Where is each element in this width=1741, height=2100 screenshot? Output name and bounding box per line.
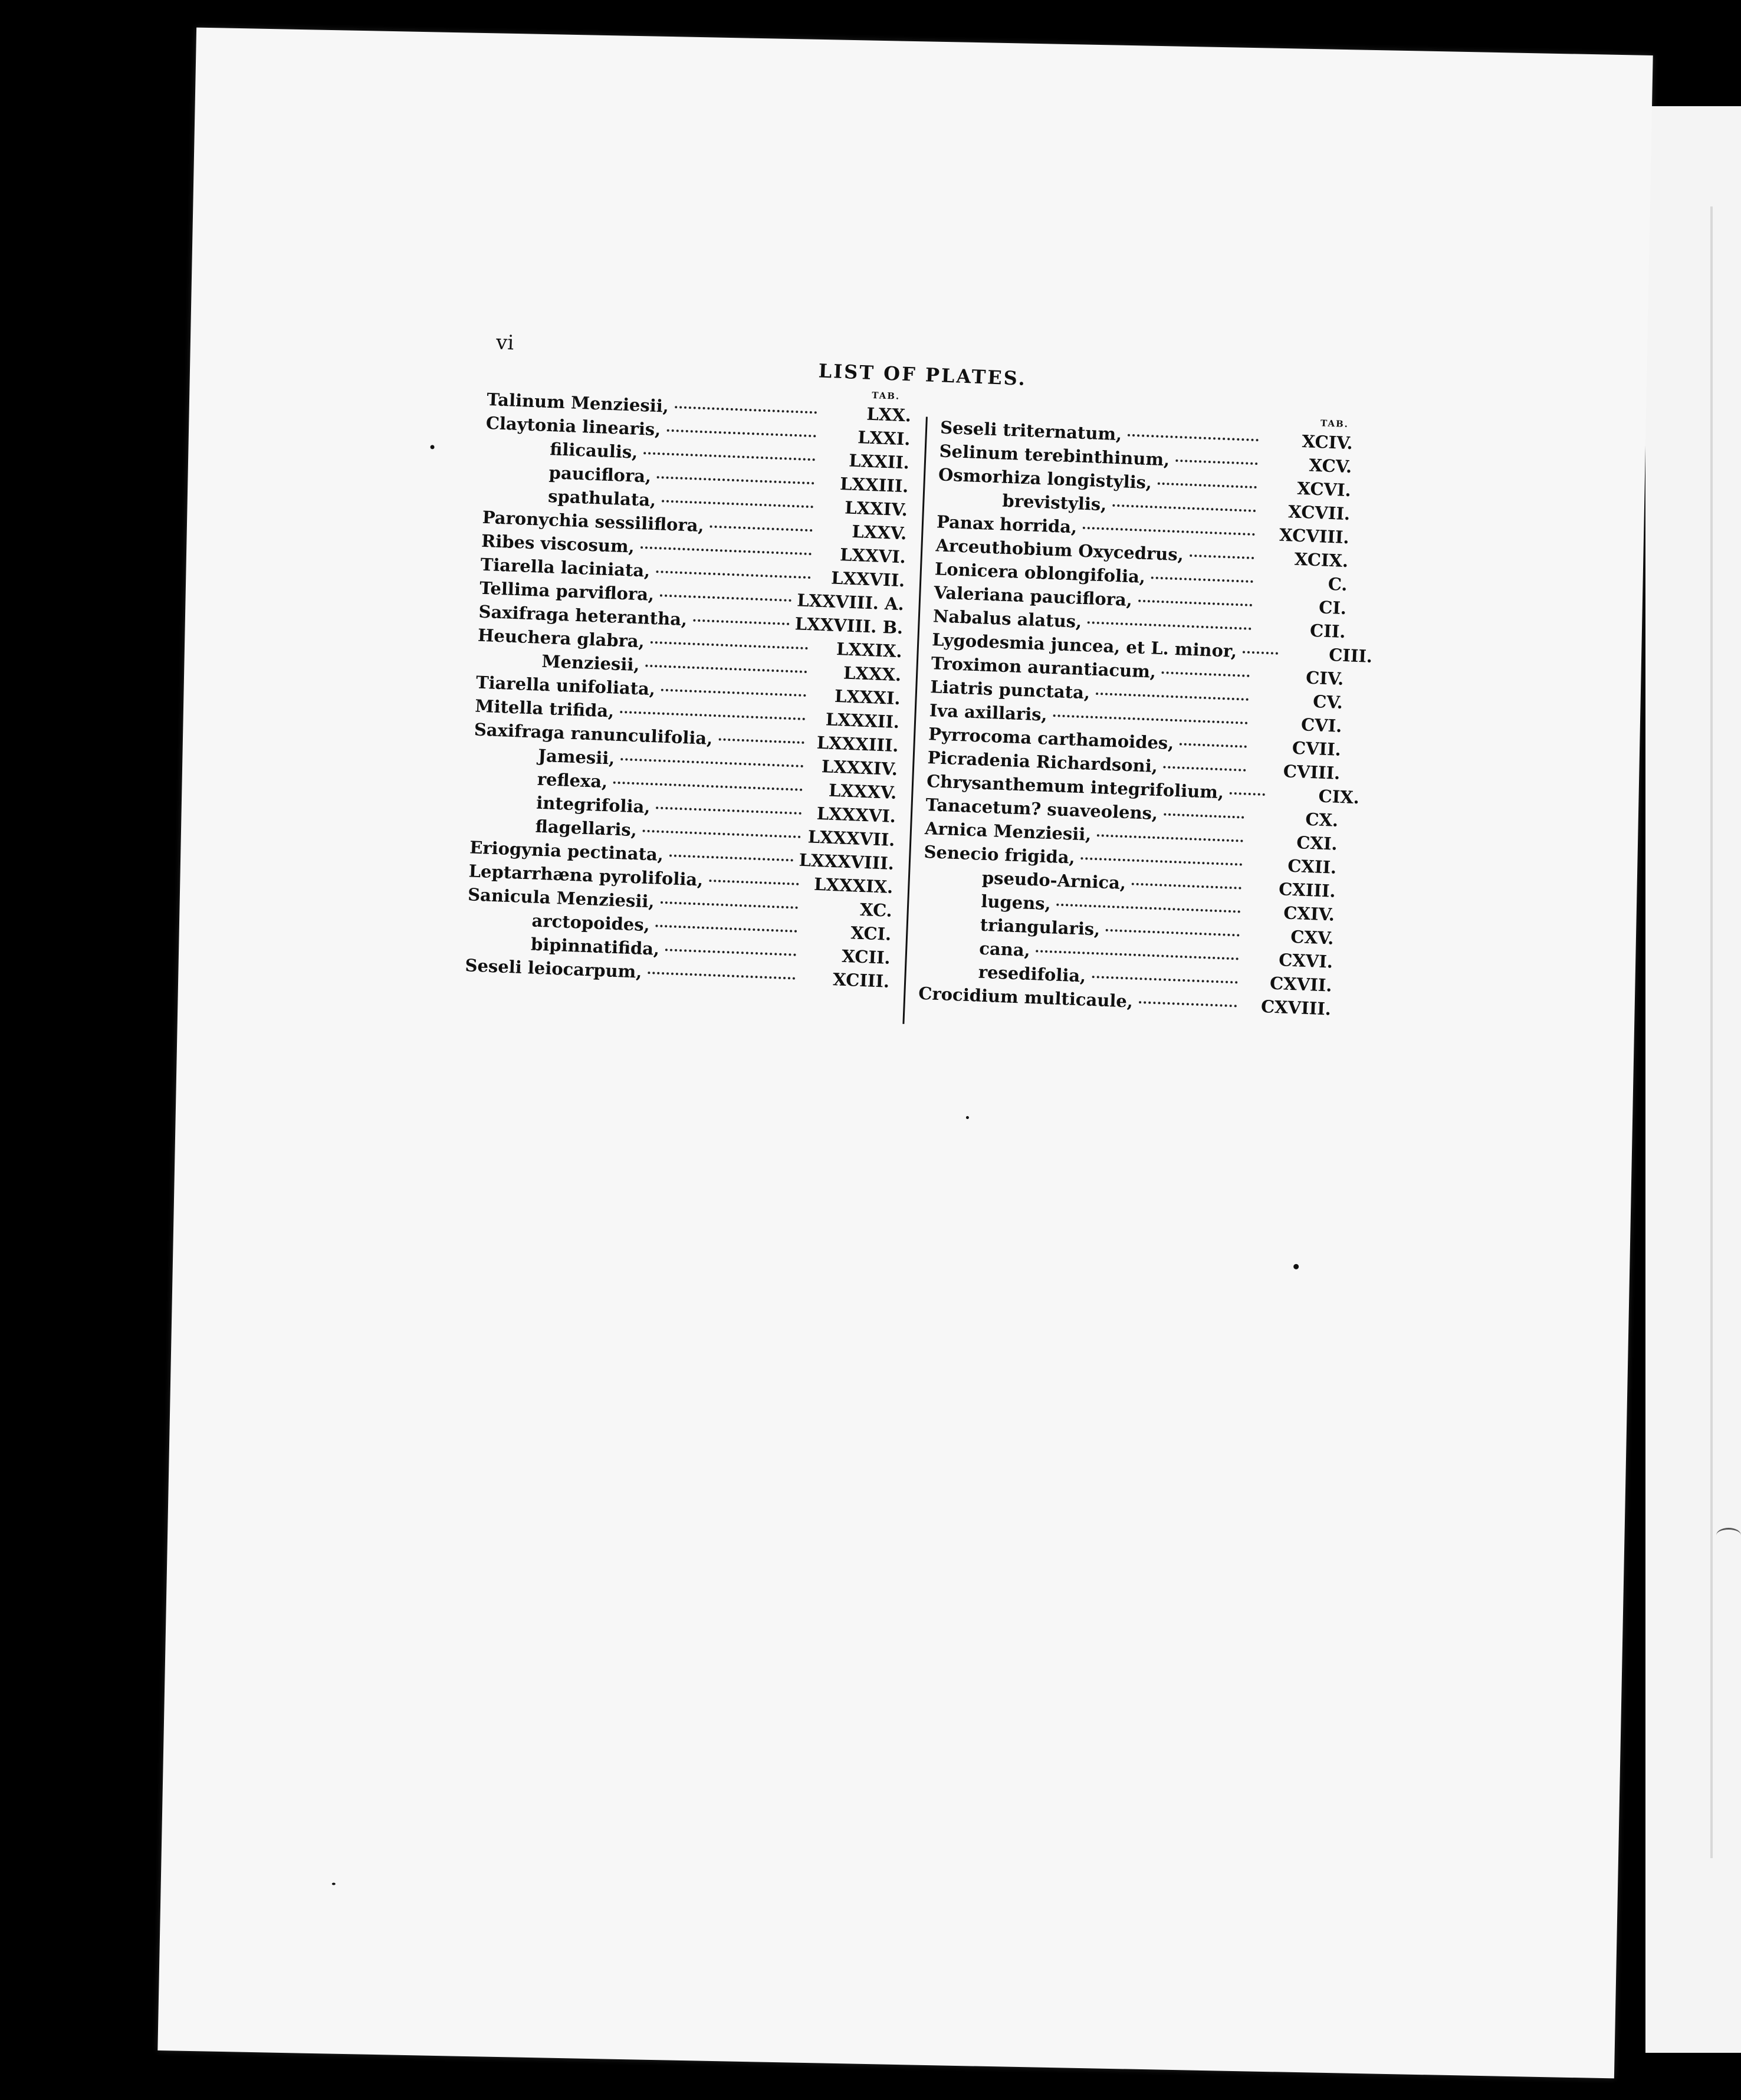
plate-name: Tellima parviflora, [479, 578, 655, 605]
plate-number: CIII. [1328, 645, 1373, 667]
plate-name: Picradenia Richardsoni, [927, 747, 1158, 777]
plate-name: Tanacetum? suaveolens, [925, 794, 1158, 824]
plate-number: CVI. [1300, 714, 1342, 736]
plate-number: CIX. [1318, 786, 1360, 808]
dot-leader [1138, 600, 1252, 606]
plate-name: arctopoides, [531, 910, 651, 936]
plate-name: Ribes viscosum, [481, 530, 635, 557]
plate-number: LXXIV. [844, 497, 908, 520]
list-of-plates [462, 330, 1373, 1071]
dot-leader [1106, 929, 1240, 937]
dot-leader [1139, 1001, 1237, 1007]
plate-number: LXX. [866, 403, 912, 426]
dot-leader [1151, 576, 1253, 583]
plate-number: CX. [1305, 809, 1339, 831]
plate-number: XC. [859, 899, 893, 921]
plate-number: LXXXVI. [816, 803, 896, 827]
plate-name: Eriogynia pectinata, [469, 837, 664, 865]
plate-name: Osmorhiza longistylis, [938, 464, 1152, 493]
plate-name: Pyrrocoma carthamoides, [928, 724, 1174, 754]
dot-leader [1053, 714, 1248, 724]
dot-leader [1164, 813, 1244, 818]
plate-number: CXV. [1290, 926, 1335, 949]
plate-number: LXXVIII. B. [794, 613, 904, 638]
plate-name: Mitella trifida, [474, 695, 615, 721]
dot-leader [718, 738, 804, 744]
plate-name: pseudo-Arnica, [981, 867, 1126, 894]
dot-leader [1112, 504, 1256, 512]
plate-name: filicaulis, [549, 439, 639, 462]
left-plate-list [465, 389, 912, 995]
plate-number: CXVII. [1269, 973, 1333, 996]
dot-leader [1097, 834, 1243, 842]
dot-leader [643, 830, 801, 838]
plate-name: Lygodesmia juncea, et L. minor, [931, 629, 1237, 662]
plate-name: reflexa, [537, 769, 608, 792]
plate-number: CXII. [1287, 855, 1337, 878]
plate-name: Arceuthobium Oxycedrus, [935, 535, 1184, 565]
plate-name: bipinnatifida, [530, 934, 660, 959]
dot-leader [648, 972, 795, 980]
plate-name: Seseli leiocarpum, [465, 955, 643, 982]
facing-page-edge [1645, 106, 1741, 2053]
plate-name: triangularis, [980, 914, 1101, 940]
dot-leader [643, 452, 815, 461]
plate-name: Lonicera oblongifolia, [934, 559, 1146, 587]
dot-leader [661, 689, 806, 697]
plate-number: LXXXI. [834, 685, 901, 709]
dot-leader [660, 594, 791, 602]
dot-leader [710, 526, 813, 532]
plate-number: XCIV. [1301, 431, 1354, 454]
plate-number: CI. [1318, 597, 1347, 619]
plate-number: LXXII. [848, 450, 910, 473]
plate-number: LXXXV. [828, 780, 898, 803]
plate-number: XCVI. [1296, 478, 1352, 501]
plate-name: Crocidium multicaule, [918, 983, 1134, 1012]
dot-leader [620, 758, 803, 767]
dot-leader [675, 406, 817, 414]
facing-page-fold-line [1710, 206, 1713, 1858]
dot-leader [1175, 460, 1257, 465]
dot-leader [1128, 434, 1259, 442]
plate-name: pauciflora, [548, 462, 652, 487]
plate-number: CXIV. [1283, 903, 1335, 925]
dot-leader [1096, 693, 1249, 701]
dot-leader [1190, 554, 1254, 559]
plate-name: Selinum terebinthinum, [939, 441, 1170, 470]
dot-leader [640, 546, 812, 555]
dot-leader [1243, 651, 1278, 654]
plate-number: LXXIII. [839, 474, 909, 497]
dot-leader [656, 806, 801, 814]
dot-leader [693, 619, 789, 625]
plate-name: Chrysanthemum integrifolium, [926, 771, 1224, 803]
plate-number: XCVII. [1287, 501, 1351, 524]
plate-name: Saxifraga ranunculifolia, [474, 719, 713, 749]
plate-name: spathulata, [547, 486, 656, 511]
plate-number: LXXXII. [825, 709, 900, 733]
plate-number: XCV. [1308, 455, 1352, 477]
plate-name: brevistylis, [1001, 490, 1107, 515]
plate-number: CVIII. [1283, 761, 1341, 783]
dot-leader [1081, 857, 1243, 866]
plate-number: LXXX. [843, 662, 902, 685]
dot-leader [709, 880, 799, 885]
ink-speck [966, 1116, 969, 1119]
page-title: LIST OF PLATES. [818, 359, 1027, 391]
dot-leader [656, 925, 797, 933]
plate-number: XCIII. [832, 969, 890, 992]
dot-leader [669, 854, 793, 861]
plate-number: CXIII. [1278, 879, 1336, 901]
plate-number: XCVIII. [1279, 524, 1350, 548]
dot-leader [666, 429, 816, 438]
plate-name: Panax horrida, [936, 511, 1078, 537]
plate-number: XCIX. [1294, 549, 1349, 572]
facing-page-ink-mark [1716, 1528, 1741, 1543]
plate-number: LXXXVII. [807, 826, 895, 851]
plate-name: flagellaris, [535, 816, 638, 841]
plate-name: integrifolia, [536, 792, 651, 818]
dot-leader [1092, 976, 1237, 983]
right-plate-list [918, 417, 1373, 1022]
dot-leader [665, 949, 796, 956]
plate-number: LXXXVIII. [799, 849, 895, 874]
dot-leader [651, 641, 808, 649]
plate-number: LXXIX. [836, 638, 903, 662]
plate-number: XCII. [841, 946, 891, 968]
plate-name: Iva axillaris, [929, 700, 1048, 725]
dot-leader [1164, 766, 1246, 771]
plate-number: LXXI. [857, 427, 911, 449]
plate-name: Troximon aurantiacum, [931, 653, 1157, 682]
dot-leader [656, 570, 810, 579]
plate-number: CVII. [1292, 737, 1342, 760]
dot-leader [1162, 671, 1250, 677]
plate-name: Saxifraga heterantha, [478, 601, 688, 630]
plate-name: Arnica Menziesii, [924, 818, 1092, 845]
plate-name: Seseli triternatum, [940, 417, 1122, 445]
plate-number: XCI. [850, 923, 892, 944]
dot-leader [1083, 527, 1255, 536]
plate-name: Nabalus alatus, [932, 606, 1082, 632]
plate-name: Leptarrhæna pyrolifolia, [468, 861, 704, 890]
plate-number: CXVI. [1278, 950, 1333, 972]
plate-number: LXXXIX. [813, 874, 894, 897]
plate-number: LXXV. [851, 521, 907, 544]
plate-name: Liatris punctata, [929, 677, 1090, 703]
dot-leader [1230, 792, 1265, 796]
plate-number: CV. [1312, 691, 1343, 713]
plate-name: Talinum Menziesii, [486, 389, 669, 416]
plate-name: Tiarella unifoliata, [475, 672, 656, 700]
plate-number: LXXVIII. A. [796, 590, 905, 615]
plate-number: LXXVII. [830, 567, 905, 591]
plate-number: CXI. [1296, 832, 1338, 854]
plate-name: Valeriana pauciflora, [933, 582, 1133, 611]
dot-leader [662, 500, 813, 508]
dot-leader [620, 711, 805, 720]
plate-name: Jamesii, [537, 745, 616, 769]
plate-name: cana, [978, 938, 1031, 960]
plate-name: Tiarella laciniata, [480, 554, 651, 581]
ink-speck [1293, 1264, 1299, 1269]
left-column [465, 389, 912, 995]
plate-name: Claytonia linearis, [485, 412, 661, 440]
right-column [918, 417, 1373, 1022]
dot-leader [645, 665, 807, 674]
tab-header-left: TAB. [872, 389, 901, 402]
plate-name: Paronychia sessiliflora, [482, 507, 705, 536]
plate-number: LXXXIV. [821, 756, 898, 780]
dot-leader [1057, 904, 1241, 913]
plate-name: Menziesii, [541, 651, 640, 675]
plate-number: CIV. [1305, 667, 1345, 690]
plate-name: Sanicula Menziesii, [467, 884, 655, 912]
plate-name: resedifolia, [978, 962, 1086, 986]
ink-speck [431, 445, 435, 449]
dot-leader [1180, 743, 1247, 747]
plate-number: C. [1328, 573, 1348, 595]
dot-leader [1088, 621, 1251, 630]
dot-leader [657, 476, 814, 484]
plate-name: lugens, [980, 891, 1052, 914]
plate-number: LXXXIII. [816, 732, 899, 756]
dot-leader [613, 782, 802, 791]
plate-name: Heuchera glabra, [477, 625, 645, 652]
plate-number: CXVIII. [1260, 996, 1332, 1019]
page-number: vi [495, 330, 515, 355]
plate-number: LXXVI. [839, 544, 906, 567]
dot-leader [660, 901, 797, 909]
tab-header-right: TAB. [1320, 418, 1349, 430]
dot-leader [1158, 483, 1257, 488]
dot-leader [1036, 950, 1239, 960]
plate-name: Senecio frigida, [923, 841, 1076, 868]
dot-leader [1132, 882, 1241, 889]
ink-speck [332, 1883, 336, 1885]
plate-number: CII. [1309, 620, 1346, 642]
